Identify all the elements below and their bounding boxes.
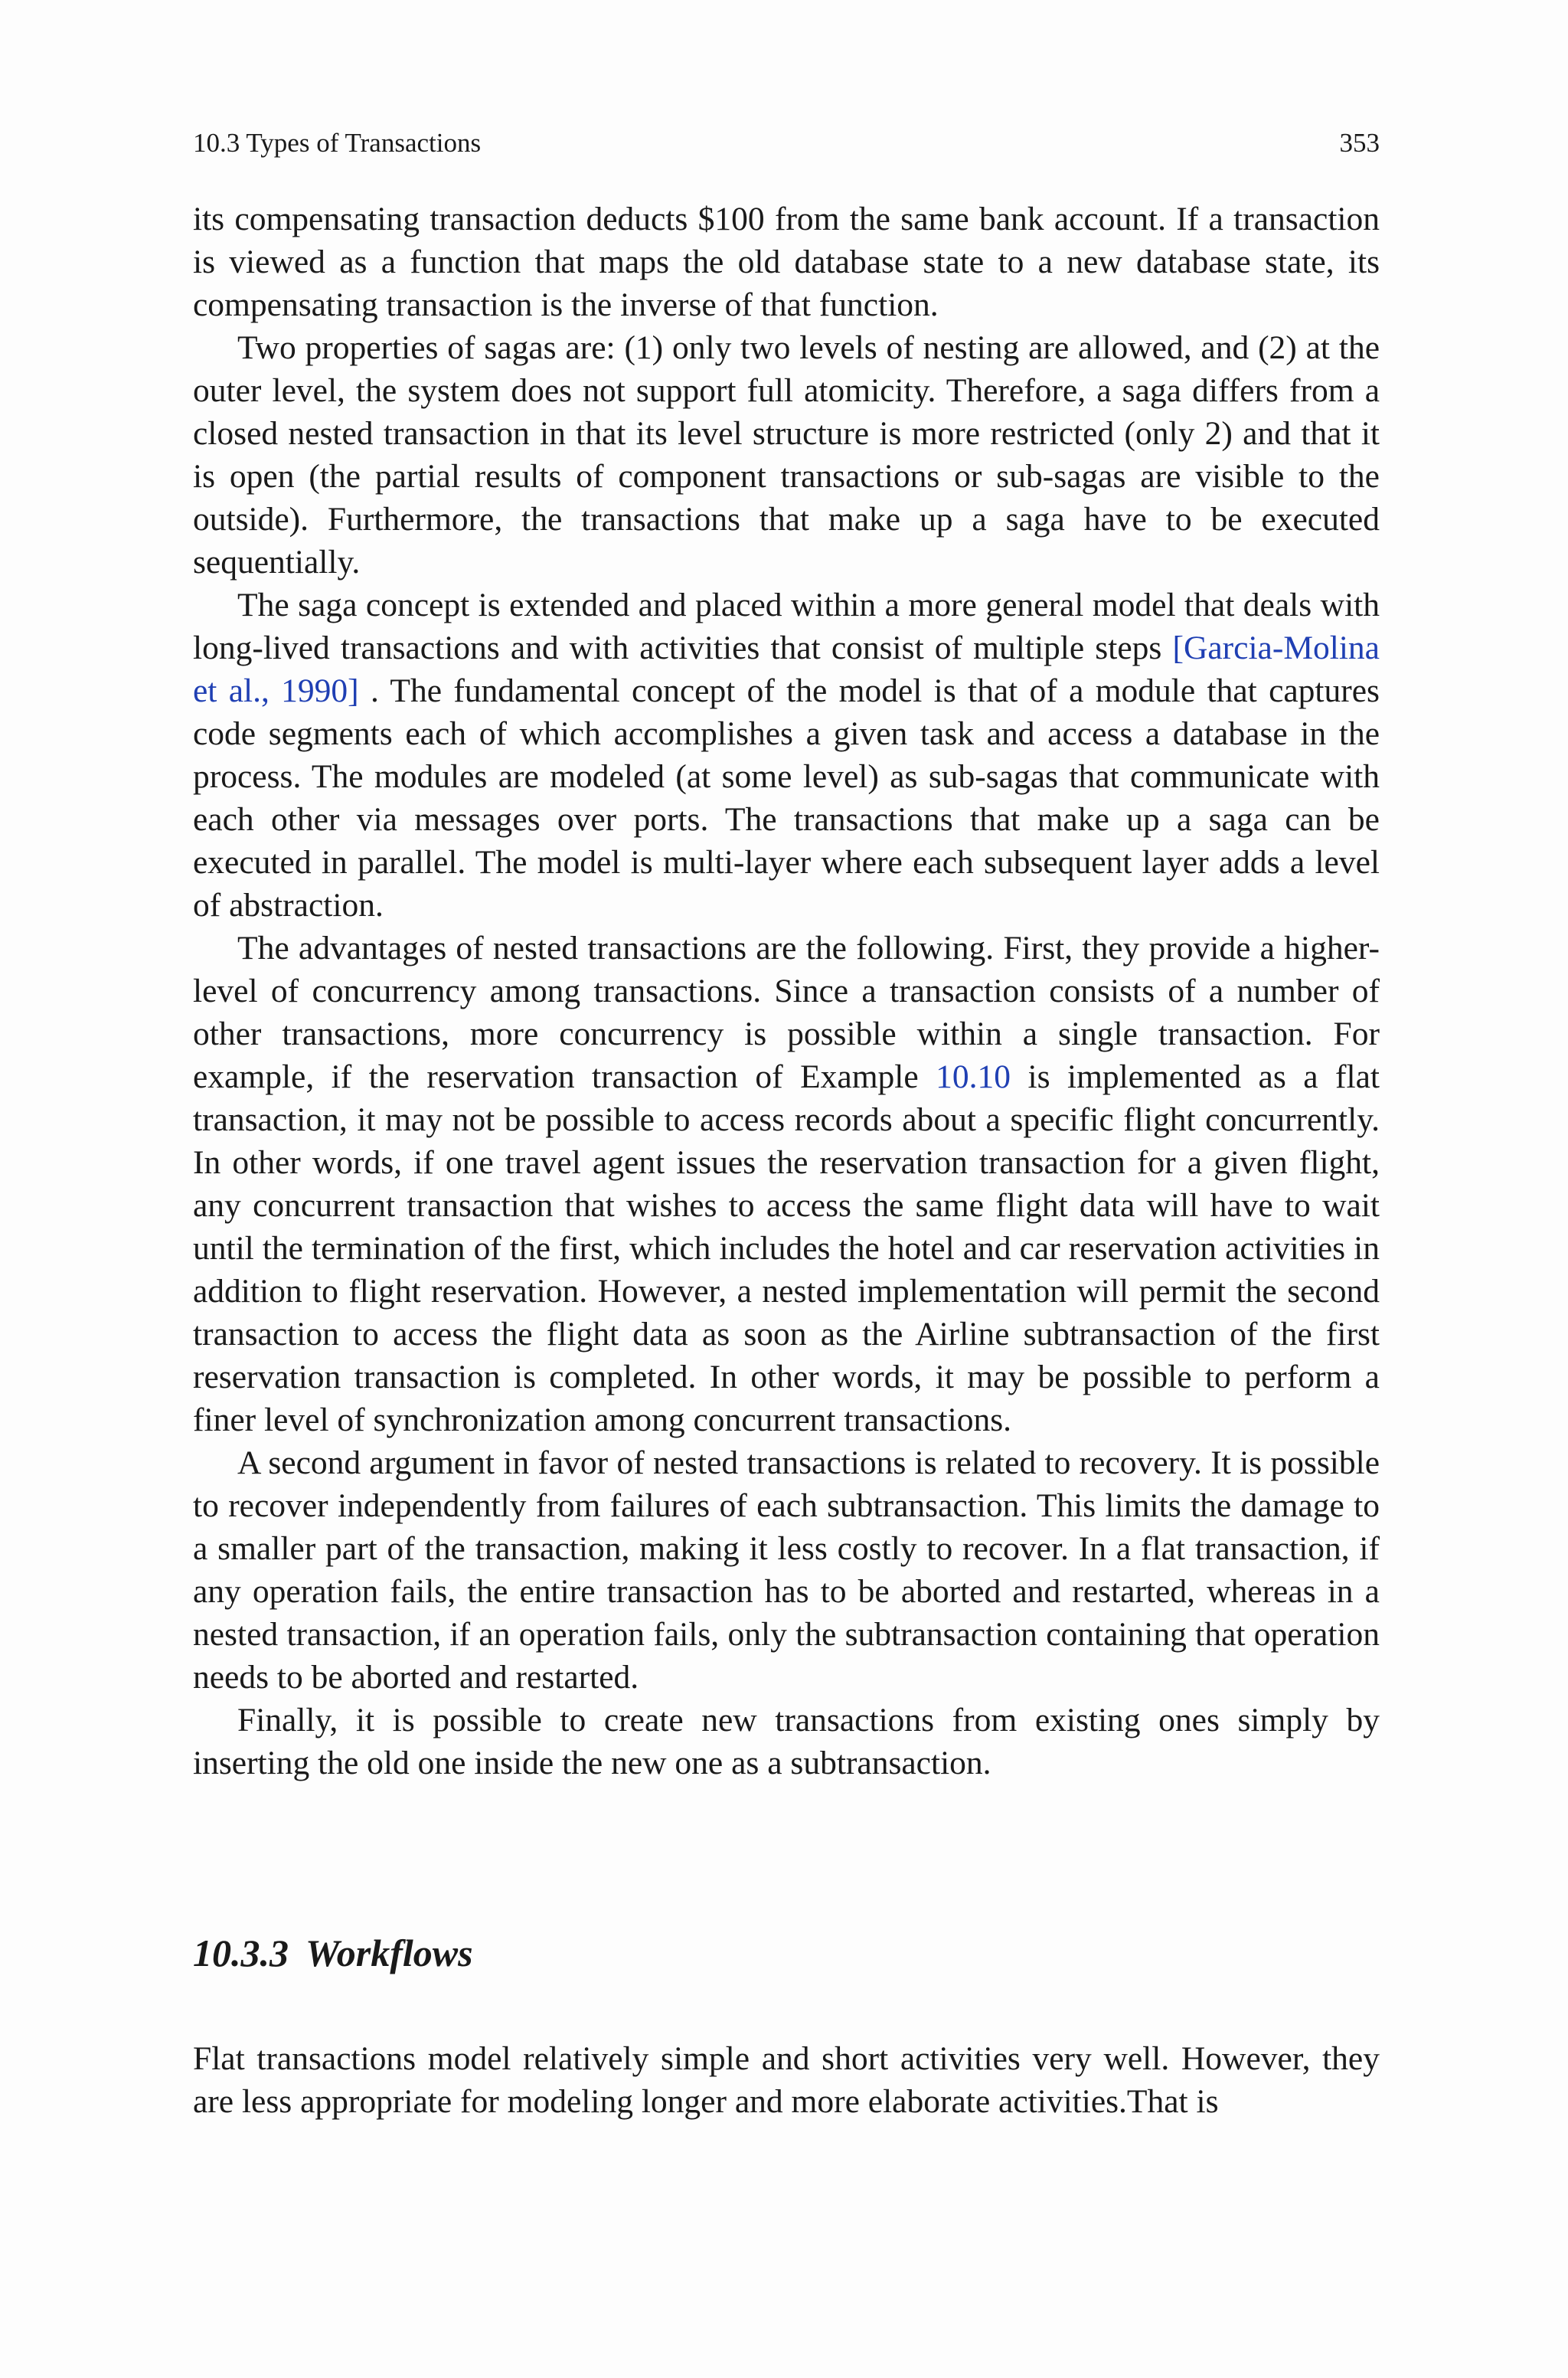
paragraph-1: its compensating transaction deducts $100 from the same bank account. If a transaction is viewed as a function that maps the old database state to a new database state, its compensating transaction is the inverse of that function. <box>193 201 1380 323</box>
page-header <box>193 124 1380 162</box>
section-text <box>193 2037 1380 2123</box>
section-heading <box>193 1926 473 1980</box>
paragraph-2: Two properties of sagas are: (1) only two levels of nesting are allowed, and (2) at the outer level, the system does not support full atomicity. Therefore, a saga differs from a closed nested transaction in that its level structure is more restricted (only 2) and that it is open (the partial results of component transactions or sub-sagas are visible to the outside). Furthermore, the transactions that make up a saga have to be executed sequentially. <box>193 329 1380 581</box>
section-number: 10.3.3 <box>193 1932 289 1974</box>
paragraph-4-text-b: is implemented as a flat transaction, it may not be possible to access records about a specific flight concurrently. In other words, if one travel agent issues the reservation transaction for a given flight, any concurrent transaction that wishes to access the same flight data will have to wait until the termination of the first, which includes the hotel and car reservation activities in addition to flight reservation. However, a nested implementation will permit the second transaction to access the flight data as soon as the Airline subtransaction of the first reservation transaction is completed. In other words, it may be possible to perform a finer level of synchronization among concurrent transactions. <box>193 1058 1380 1438</box>
paragraph-3-text-a: The saga concept is extended and placed within a more general model that deals with long-lived transactions and with activities that consist of multiple steps <box>193 587 1380 666</box>
paragraph-4-text-a: The advantages of nested transactions are the following. First, they provide a higher-level of concurrency among transactions. Since a transaction consists of a number of other transactions, more concurrency is possible within a single transaction. For example, if the reservation transaction of Example <box>193 930 1380 1095</box>
paragraph-3 <box>193 584 1380 927</box>
section-paragraph-1: Flat transactions model relatively simple and short activities very well. However, they are less appropriate for modeling longer and more elaborate activities.That is <box>193 2040 1380 2120</box>
page-number: 353 <box>1339 128 1380 158</box>
body-text <box>193 198 1380 1784</box>
citation-link[interactable]: [Garcia-Molina et al., 1990] <box>193 630 1380 709</box>
example-ref-link[interactable]: 10.10 <box>936 1058 1011 1095</box>
paragraph-6: Finally, it is possible to create new transactions from existing ones simply by inserting the old one inside the new one as a subtransaction. <box>193 1702 1380 1781</box>
section-title: Workflows <box>305 1932 473 1974</box>
paragraph-3-text-b: . The fundamental concept of the model is that of a module that captures code segments each of which accomplishes a given task and access a database in the process. The modules are modeled (at some level) as sub-sagas that communicate with each other via messages over ports. The transactions that make up a saga can be executed in parallel. The model is multi-layer where each subsequent layer adds a level of abstraction. <box>193 672 1380 924</box>
paragraph-5: A second argument in favor of nested transactions is related to recovery. It is possible to recover independently from failures of each subtransaction. This limits the damage to a smaller part of the transaction, making it less costly to recover. In a flat transaction, if any operation fails, the entire transaction has to be aborted and restarted, whereas in a nested transaction, if an operation fails, only the subtransaction containing that operation needs to be aborted and restarted. <box>193 1444 1380 1696</box>
running-head: 10.3 Types of Transactions <box>193 128 482 158</box>
paragraph-4 <box>193 927 1380 1441</box>
